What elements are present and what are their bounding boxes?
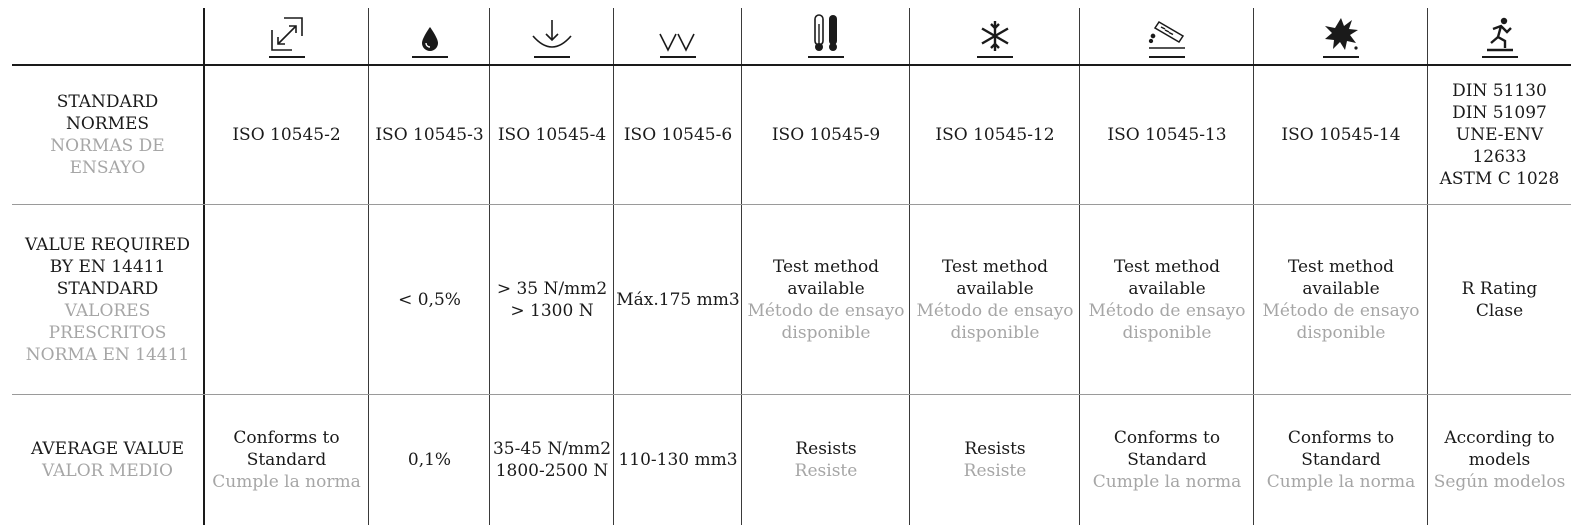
line: NORMA EN 14411 (25, 344, 190, 365)
cell-text-es: disponible (1296, 322, 1386, 343)
cell-text: R Rating (1461, 278, 1538, 299)
cell-text: ISO 10545-12 (935, 125, 1055, 145)
cell-text: Test method (1113, 256, 1221, 277)
area-expand-icon (204, 8, 369, 58)
stain-splash-icon (1254, 8, 1428, 58)
line: BY EN 14411 (49, 256, 166, 277)
cell-text: available (787, 278, 865, 299)
thermometer-icon (742, 8, 910, 58)
cell-average (490, 395, 614, 525)
cell-text-es: Resiste (794, 461, 858, 481)
icon-underline (660, 56, 696, 58)
cell-text: Test method (772, 256, 880, 277)
pressure-arrow-icon (490, 8, 614, 58)
cell-text: Resists (964, 439, 1026, 459)
cell-average (910, 395, 1080, 525)
cell-text-es: disponible (1122, 322, 1212, 343)
chemical-pour-icon (1080, 8, 1254, 58)
cell-required (742, 205, 910, 394)
cell-text: 0,1% (407, 450, 452, 470)
line: AVERAGE VALUE (30, 439, 185, 459)
cell-required (204, 205, 369, 394)
row-label-average (12, 395, 203, 525)
cell-text: ASTM C 1028 (1439, 169, 1560, 189)
cell-required (1254, 205, 1428, 394)
water-drop-icon (369, 8, 490, 58)
cell-required (614, 205, 742, 394)
cell-average (369, 395, 490, 525)
cell-text: < 0,5% (398, 289, 461, 310)
cell-standard (1428, 66, 1571, 204)
cell-text: According to (1444, 428, 1555, 448)
cell-required (1428, 205, 1571, 394)
label-en (25, 234, 190, 300)
cell-required (1080, 205, 1254, 394)
icon-underline (269, 56, 305, 58)
line: NORMAS DE (50, 136, 165, 156)
cell-text: ISO 10545-2 (232, 125, 341, 145)
icon-underline (1323, 56, 1359, 58)
cell-required (369, 205, 490, 394)
cell-standard (1254, 66, 1428, 204)
cell-text: Conforms to (1113, 428, 1221, 448)
label-en (31, 438, 184, 460)
cell-text: Conforms to (233, 428, 340, 448)
cell-text: ISO 10545-6 (623, 125, 733, 145)
cell-text: available (1128, 278, 1206, 299)
cell-average (1428, 395, 1571, 525)
cell-average (742, 395, 910, 525)
cell-text: ISO 10545-4 (497, 125, 607, 145)
cell-text: ISO 10545-3 (375, 125, 484, 145)
cell-standard (204, 66, 369, 204)
icon-underline (534, 56, 570, 58)
cell-text: 1800-2500 N (495, 461, 609, 481)
cell-standard (742, 66, 910, 204)
cell-standard (490, 66, 614, 204)
cell-text: Máx.175 mm3 (616, 289, 740, 310)
line: STANDARD (56, 278, 159, 299)
cell-average (1080, 395, 1254, 525)
icon-underline (412, 56, 448, 58)
cell-text: Resists (795, 439, 857, 459)
cell-text: > 35 N/mm2 (496, 278, 608, 299)
cell-text-es: Método de ensayo (1088, 300, 1246, 321)
abrasion-icon (614, 8, 742, 58)
cell-text: ISO 10545-9 (771, 125, 881, 145)
cell-text: Test method (1287, 256, 1395, 277)
cell-text: ISO 10545-14 (1281, 125, 1401, 145)
cell-text-es: Método de ensayo (1262, 300, 1420, 321)
cell-required (490, 205, 614, 394)
cell-average (204, 395, 369, 525)
cell-text-es: Método de ensayo (747, 300, 905, 321)
label-es (26, 300, 189, 366)
snowflake-icon (910, 8, 1080, 58)
line: VALOR MEDIO (42, 461, 173, 481)
cell-text-es: Cumple la norma (1266, 472, 1416, 492)
icon-underline (1149, 56, 1185, 58)
cell-text: 110-130 mm3 (618, 450, 738, 470)
line: NORMES (65, 114, 150, 134)
cell-text: ISO 10545-13 (1107, 125, 1227, 145)
cell-standard (614, 66, 742, 204)
cell-text-es: disponible (950, 322, 1040, 343)
label-en (57, 91, 159, 135)
line: VALUE REQUIRED (25, 234, 190, 255)
cell-standard (369, 66, 490, 204)
cell-standard (910, 66, 1080, 204)
label-es (50, 135, 164, 179)
cell-text-es: Método de ensayo (916, 300, 1074, 321)
cell-text-es: Cumple la norma (212, 472, 361, 492)
row-label-required (12, 205, 203, 394)
line: STANDARD (56, 92, 159, 112)
cell-average (614, 395, 742, 525)
icon-underline (977, 56, 1013, 58)
row-label-standard (12, 66, 203, 204)
line: PRESCRITOS (48, 322, 167, 343)
cell-text: DIN 51130 (1452, 81, 1547, 101)
cell-text: models (1468, 450, 1531, 470)
cell-text: Standard (1301, 450, 1381, 470)
icon-underline (808, 56, 844, 58)
cell-text: DIN 51097 (1452, 103, 1547, 123)
cell-text: > 1300 N (510, 300, 594, 321)
line: VALORES (64, 300, 151, 321)
cell-text-es: Según modelos (1433, 472, 1566, 492)
cell-text-es: Cumple la norma (1092, 472, 1242, 492)
cell-required (910, 205, 1080, 394)
cell-text-es: disponible (781, 322, 871, 343)
line: ENSAYO (69, 158, 146, 178)
cell-text: Clase (1475, 300, 1524, 321)
cell-text: UNE-ENV 12633 (1455, 125, 1544, 167)
cell-text: available (956, 278, 1034, 299)
cell-text: Standard (1127, 450, 1207, 470)
cell-text: 35-45 N/mm2 (492, 439, 612, 459)
cell-text: Test method (941, 256, 1049, 277)
cell-average (1254, 395, 1428, 525)
cell-standard (1080, 66, 1254, 204)
cell-text: available (1302, 278, 1380, 299)
cell-text: Standard (246, 450, 327, 470)
slip-person-icon (1428, 8, 1571, 58)
icon-underline (1482, 56, 1518, 58)
cell-text-es: Resiste (963, 461, 1027, 481)
label-es (42, 460, 173, 482)
cell-text: Conforms to (1287, 428, 1395, 448)
